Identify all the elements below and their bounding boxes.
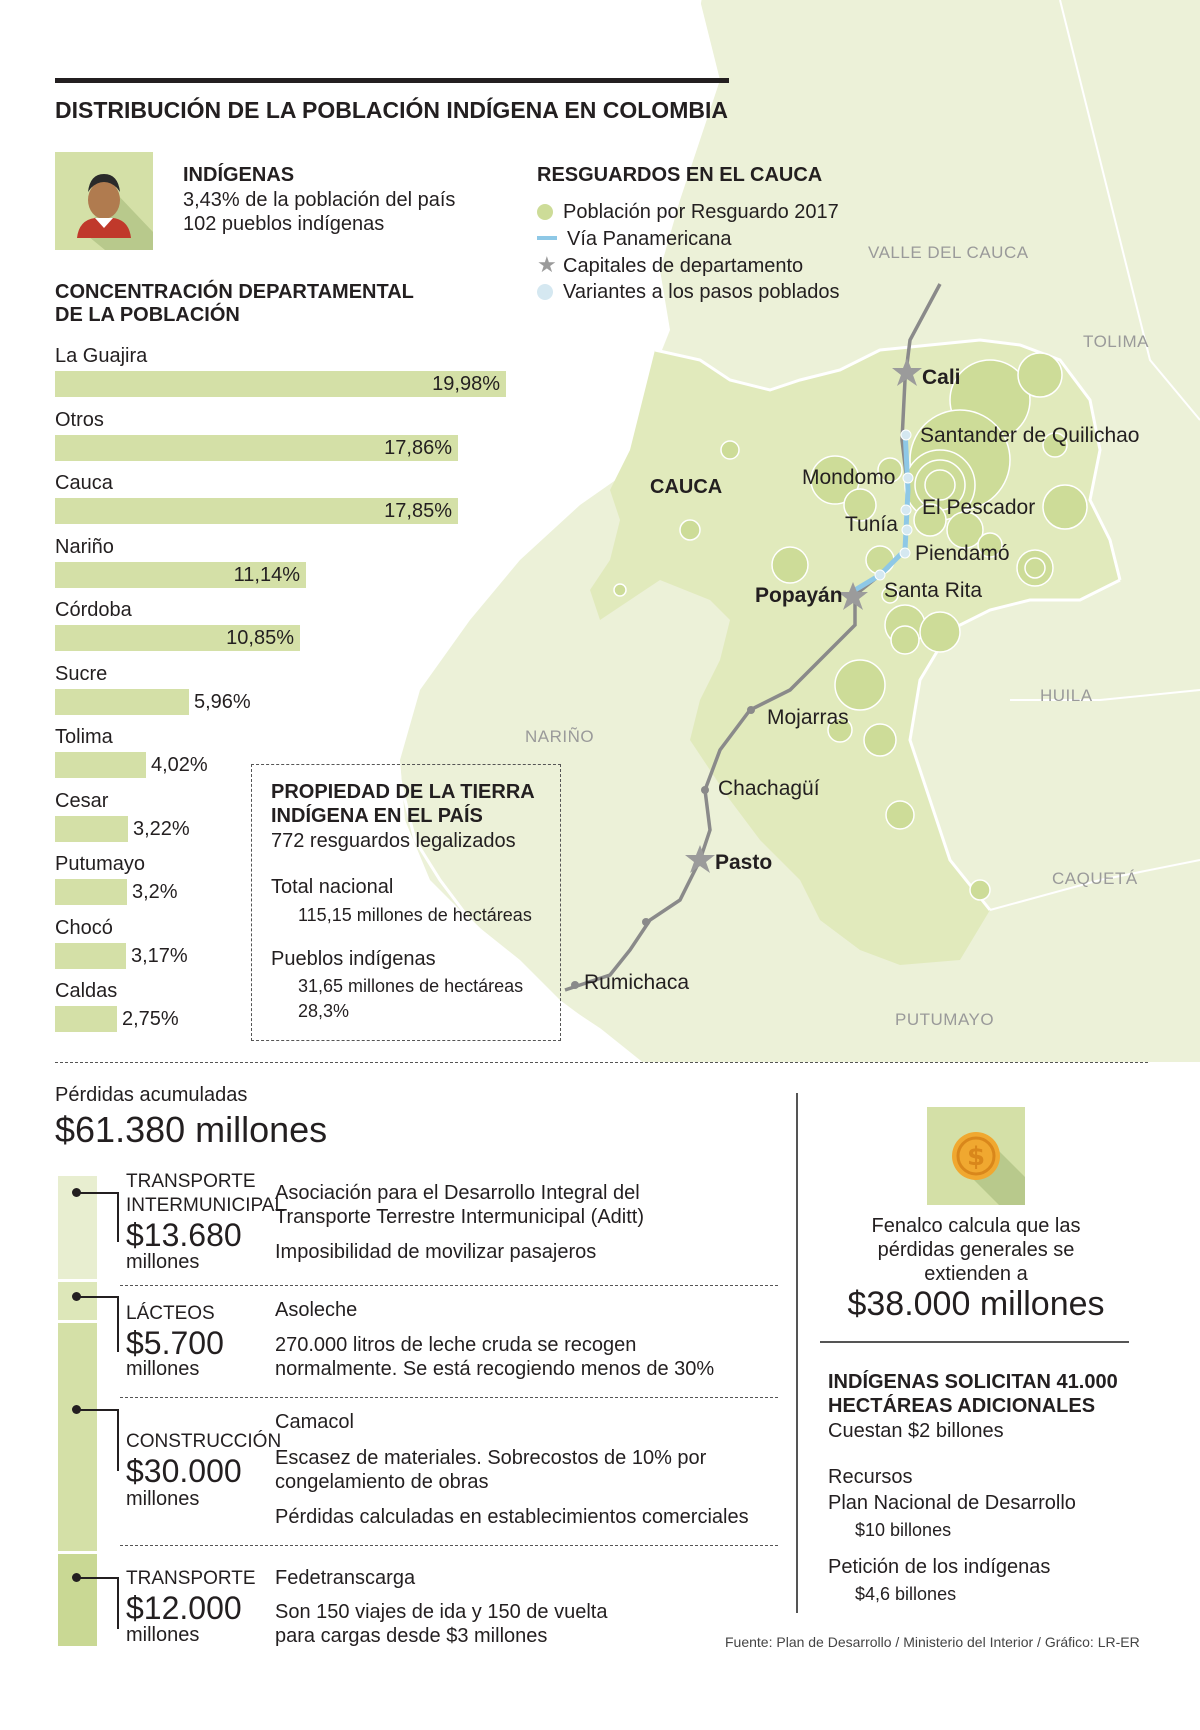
pueblos-label: Pueblos indígenas (271, 948, 436, 970)
sector-org: Camacol (275, 1411, 354, 1433)
bar-value-label: 5,96% (194, 690, 251, 713)
bar-value-label: 19,98% (432, 373, 500, 395)
bar-category-label: La Guajira (55, 345, 148, 367)
bar (55, 943, 126, 969)
fenalco-amount: $38.000 millones (847, 1285, 1105, 1323)
bar-value-label: 2,75% (122, 1008, 179, 1030)
total-nacional-label: Total nacional (271, 876, 394, 898)
bar-category-label: Tolima (55, 726, 113, 748)
region-narino: NARIÑO (525, 727, 595, 746)
sector-connector (76, 1409, 118, 1411)
sector-connector (117, 1577, 119, 1629)
bar-value-label: 3,17% (131, 944, 188, 967)
dollar-coin-icon (927, 1107, 1025, 1205)
town-chachagui: Chachagüí (718, 777, 820, 800)
town-santarita: Santa Rita (884, 579, 983, 602)
sector-name: TRANSPORTE (126, 1568, 256, 1589)
strip-transporte (58, 1554, 97, 1646)
bar (55, 816, 128, 842)
sector-desc: Pérdidas calculadas en establecimientos comerciales (275, 1506, 749, 1528)
bar-value-label: 4,02% (151, 754, 208, 776)
star-icon: ★ (537, 252, 557, 277)
bar-category-label: Cesar (55, 789, 109, 812)
sector-unit: millones (126, 1624, 200, 1646)
strip-lacteos (58, 1282, 97, 1320)
sector-connector (76, 1577, 118, 1579)
bar (55, 879, 127, 905)
bar (55, 1006, 117, 1032)
peticion-label: Petición de los indígenas (828, 1556, 1051, 1578)
propiedad-title-line1: PROPIEDAD DE LA TIERRA (271, 781, 535, 803)
bar-category-label: Otros (55, 408, 104, 431)
bar-category-label: Chocó (55, 916, 113, 939)
propiedad-resguardos: 772 resguardos legalizados (271, 830, 516, 852)
bar-value-label: 3,22% (133, 817, 190, 840)
sector-name: CONSTRUCCIÓN (126, 1431, 282, 1452)
sector-desc: Imposibilidad de movilizar pasajeros (275, 1241, 597, 1263)
sector-desc: normalmente. Se está recogiendo menos de 30% (275, 1358, 715, 1380)
town-cali: Cali (922, 366, 961, 389)
bar-category-label: Caldas (55, 980, 118, 1002)
row-divider (120, 1285, 778, 1286)
sector-desc: Son 150 viajes de ida y 150 de vuelta (275, 1601, 608, 1623)
bar-category-label: Sucre (55, 662, 108, 685)
indigenas-population: 3,43% de la población del país (183, 189, 456, 211)
solicitud-title-line2: HECTÁREAS ADICIONALES (828, 1395, 1096, 1417)
town-santander: Santander de Quilichao (920, 424, 1140, 447)
legend-item-capitales: ★ Capitales de departamento (537, 252, 804, 277)
bar-category-label: Córdoba (55, 599, 132, 621)
chart-title-line2: DE LA POBLACIÓN (55, 304, 240, 326)
sector-connector (117, 1296, 119, 1352)
region-huila: HUILA (1040, 686, 1093, 705)
sector-connector (117, 1192, 119, 1242)
town-piendamo: Piendamó (915, 542, 1010, 565)
region-valle: VALLE DEL CAUCA (868, 243, 1029, 262)
sector-desc: para cargas desde $3 millones (275, 1625, 548, 1647)
sector-amount: $5.700 (126, 1325, 224, 1361)
row-divider (120, 1397, 778, 1398)
bar-category-label: Nariño (55, 535, 114, 558)
fenalco-line3: extienden a (924, 1263, 1028, 1285)
perdidas-total: $61.380 millones (55, 1109, 328, 1150)
sector-org: Asociación para el Desarrollo Integral del (275, 1182, 640, 1204)
bar-value-label: 3,2% (132, 881, 178, 903)
legend-item-poblacion: Población por Resguardo 2017 (537, 201, 839, 224)
region-cauca: CAUCA (650, 476, 723, 498)
sector-desc: Escasez de materiales. Sobrecostos de 10% por (275, 1447, 707, 1469)
region-caqueta: CAQUETÁ (1052, 869, 1138, 888)
fenalco-line2: pérdidas generales se (877, 1239, 1075, 1261)
legend-title: RESGUARDOS EN EL CAUCA (537, 164, 823, 186)
sector-connector (76, 1296, 118, 1298)
sector-amount: $30.000 (126, 1453, 242, 1489)
total-nacional-value: 115,15 millones de hectáreas (298, 905, 532, 925)
region-putumayo: PUTUMAYO (895, 1010, 995, 1029)
sector-connector (76, 1192, 118, 1194)
bar-value-label: 11,14% (233, 563, 300, 586)
source-note: Fuente: Plan de Desarrollo / Ministerio del Interior / Gráfico: LR-ER (725, 1634, 1140, 1650)
sector-amount: $13.680 (126, 1217, 242, 1253)
town-pasto: Pasto (715, 851, 773, 874)
row-divider (120, 1545, 778, 1546)
pueblos-pct: 28,3% (298, 1001, 350, 1021)
solicitud-title-line1: INDÍGENAS SOLICITAN 41.000 (828, 1371, 1118, 1393)
plan-value: $10 billones (855, 1520, 952, 1540)
sector-name: LÁCTEOS (126, 1303, 215, 1324)
vertical-divider (796, 1093, 798, 1613)
bar-value-label: 17,85% (384, 500, 452, 522)
sector-desc: 270.000 litros de leche cruda se recogen (275, 1334, 637, 1356)
sector-connector (117, 1409, 119, 1471)
bar-category-label: Cauca (55, 472, 113, 494)
town-mojarras: Mojarras (767, 706, 849, 729)
sector-amount: $12.000 (126, 1590, 242, 1626)
fenalco-rule (820, 1341, 1129, 1343)
plan-label: Plan Nacional de Desarrollo (828, 1492, 1076, 1514)
solicitud-cost: Cuestan $2 billones (828, 1420, 1004, 1442)
town-rumichaca: Rumichaca (584, 971, 690, 994)
propiedad-title-line2: INDÍGENA EN EL PAÍS (271, 805, 483, 827)
sector-desc: congelamiento de obras (275, 1471, 489, 1493)
sector-name: INTERMUNICIPAL (126, 1195, 286, 1216)
town-popayan: Popayán (755, 584, 843, 607)
legend-item-via: Vía Panamericana (537, 228, 732, 251)
bar-value-label: 10,85% (226, 627, 294, 649)
bar-value-label: 17,86% (384, 436, 452, 459)
indigenas-pueblos: 102 pueblos indígenas (183, 213, 385, 235)
legend-item-variantes: Variantes a los pasos poblados (537, 281, 839, 304)
bar-category-label: Putumayo (55, 853, 146, 875)
peticion-value: $4,6 billones (855, 1584, 957, 1604)
town-tunia: Tunía (845, 513, 898, 536)
sector-name: TRANSPORTE (126, 1171, 256, 1192)
perdidas-label: Pérdidas acumuladas (55, 1084, 248, 1106)
bar (55, 752, 146, 778)
town-mondomo: Mondomo (802, 466, 896, 489)
recursos-label: Recursos (828, 1466, 913, 1488)
bar (55, 689, 189, 715)
page-title: DISTRIBUCIÓN DE LA POBLACIÓN INDÍGENA EN COLOMBIA (55, 97, 728, 123)
sector-org: Transporte Terrestre Intermunicipal (Aditt) (275, 1206, 645, 1228)
fenalco-line1: Fenalco calcula que las (871, 1215, 1081, 1237)
section-divider (55, 1062, 1148, 1063)
sector-org: Fedetranscarga (275, 1567, 416, 1589)
indigenas-heading: INDÍGENAS (183, 164, 295, 186)
sector-unit: millones (126, 1488, 200, 1510)
region-tolima: TOLIMA (1083, 332, 1149, 351)
sector-unit: millones (126, 1358, 200, 1380)
strip-construccion (58, 1323, 97, 1551)
chart-title-line1: CONCENTRACIÓN DEPARTAMENTAL (55, 281, 414, 303)
dollar-coin-icon-box (927, 1107, 1025, 1205)
town-pescador: El Pescador (922, 496, 1036, 519)
svg-text:$: $ (966, 1142, 986, 1172)
sector-unit: millones (126, 1251, 200, 1273)
sector-org: Asoleche (275, 1299, 358, 1321)
pueblos-value: 31,65 millones de hectáreas (298, 976, 524, 996)
